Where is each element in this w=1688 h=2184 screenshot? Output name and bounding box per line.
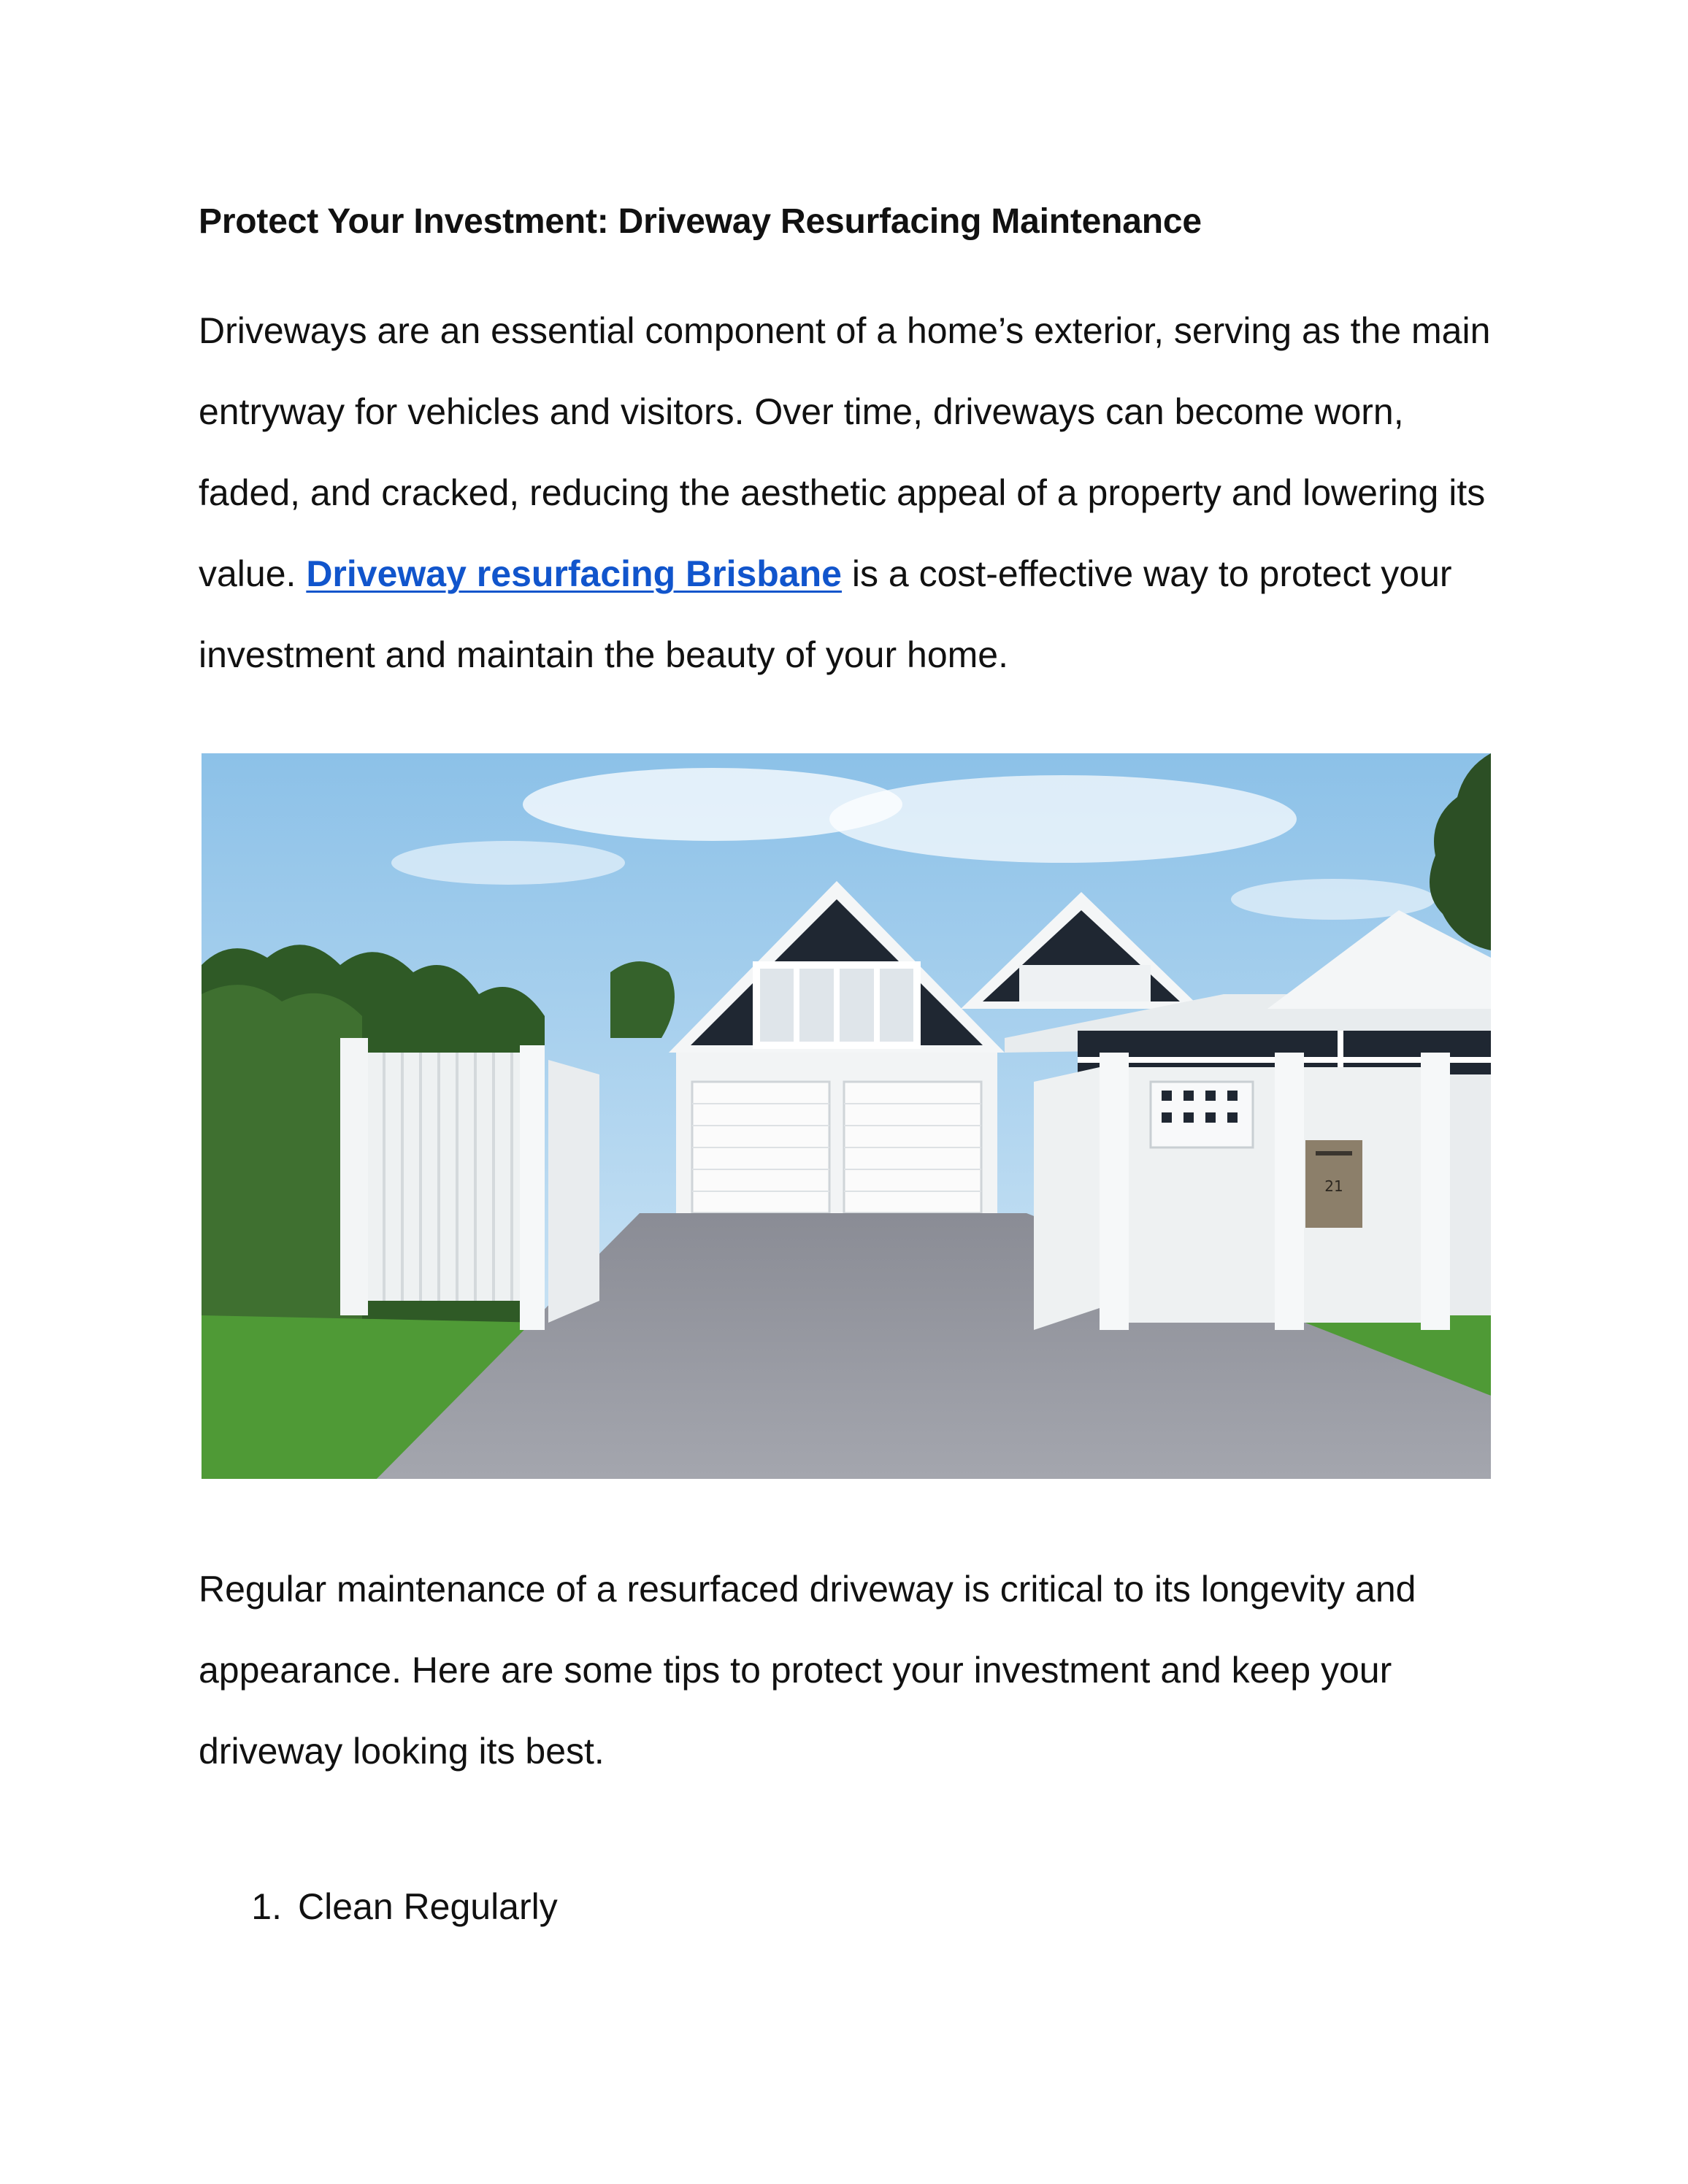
list-item — [199, 1873, 558, 1940]
driveway-resurfacing-link[interactable]: Driveway resurfacing Brisbane — [306, 553, 842, 594]
driveway-house-photo — [202, 753, 1491, 1479]
house-number: 21 — [1324, 1177, 1343, 1195]
intro-paragraph — [199, 291, 1513, 696]
intro-text-end: is a cost-effective way to protect your investment and maintain the beauty of your home. — [199, 553, 1452, 675]
tips-list — [199, 1873, 558, 1940]
intro-text-start: Driveways are an essential component of a home’s exterior, serving as the main entryway for vehicles and visitors. Over time, driveways can become worn, faded, and cracked, reducing the aesthetic appeal of a property and lowering its value. — [199, 310, 1491, 594]
list-item-text: Clean Regularly — [298, 1886, 558, 1927]
maintenance-paragraph: Regular maintenance of a resurfaced driveway is critical to its longevity and appearance. Here are some tips to protect your investment and keep your driveway looking its best. — [199, 1569, 1416, 1772]
page-title: Protect Your Investment: Driveway Resurfacing Maintenance — [199, 202, 1202, 241]
list-item-number: 1. — [251, 1886, 282, 1927]
